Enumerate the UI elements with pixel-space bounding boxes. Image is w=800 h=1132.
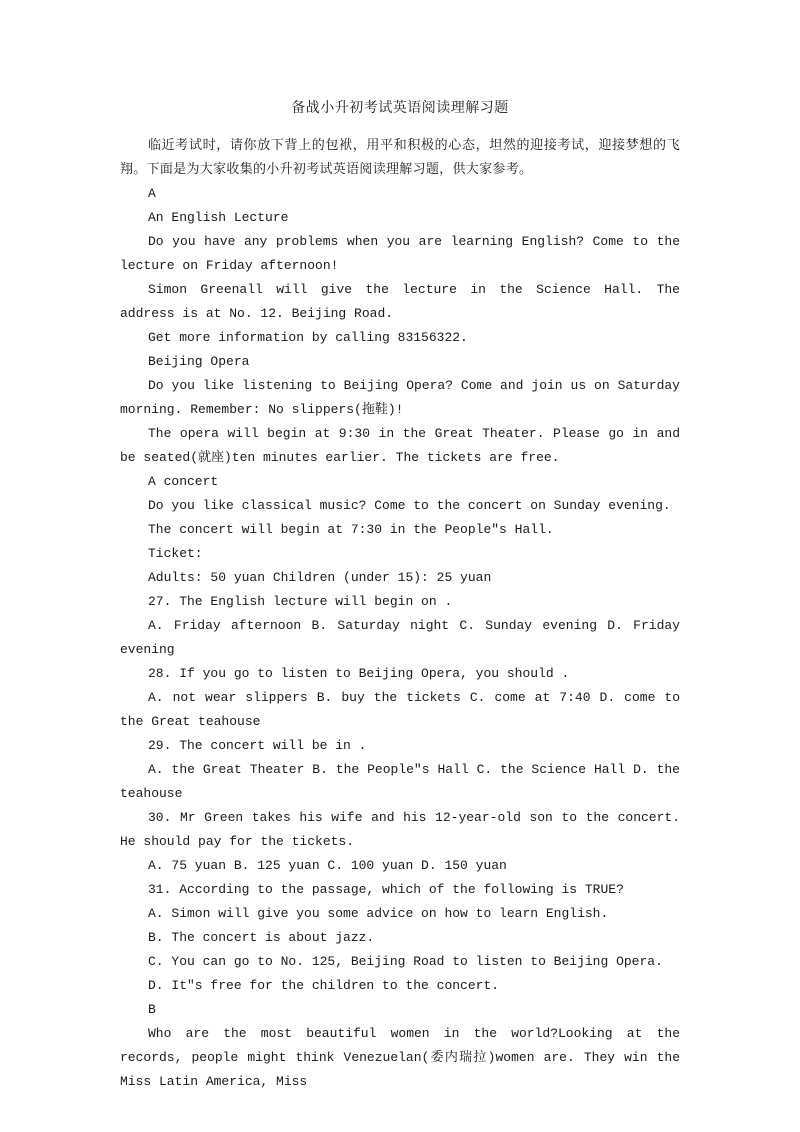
section-b-label: B <box>148 1002 156 1017</box>
option-31b: B. The concert is about jazz. <box>148 930 375 945</box>
document-title: 备战小升初考试英语阅读理解习题 <box>291 100 509 116</box>
paragraph: Ticket: <box>148 546 203 561</box>
document-body <box>120 134 680 1094</box>
notice-heading-lecture: An English Lecture <box>148 210 289 225</box>
paragraph: Do you like listening to Beijing Opera? Come and join us on Saturday morning. Remember: No slippers(拖鞋)! <box>120 378 680 417</box>
paragraph: The opera will begin at 9:30 in the Great Theater. Please go in and be seated(就座)ten minutes earlier. The tickets are free. <box>120 426 680 465</box>
paragraph: The concert will begin at 7:30 in the People"s Hall. <box>148 522 554 537</box>
options-27: A. Friday afternoon B. Saturday night C. Sunday evening D. Friday evening <box>120 618 680 657</box>
paragraph: Adults: 50 yuan Children (under 15): 25 yuan <box>148 570 492 585</box>
section-a-label: A <box>148 186 156 201</box>
question-31: 31. According to the passage, which of the following is TRUE? <box>148 882 624 897</box>
paragraph: Do you have any problems when you are learning English? Come to the lecture on Friday afternoon! <box>120 234 680 273</box>
paragraph: Who are the most beautiful women in the world?Looking at the records, people might think Venezuelan(委内瑞拉)women are. They win the Miss Latin America, Miss <box>120 1026 680 1089</box>
option-31a: A. Simon will give you some advice on how to learn English. <box>148 906 609 921</box>
options-29: A. the Great Theater B. the People"s Hall C. the Science Hall D. the teahouse <box>120 762 680 801</box>
options-28: A. not wear slippers B. buy the tickets C. come at 7:40 D. come to the Great teahouse <box>120 690 680 729</box>
notice-heading-concert: A concert <box>148 474 219 489</box>
paragraph: Simon Greenall will give the lecture in the Science Hall. The address is at No. 12. Beijing Road. <box>120 282 680 321</box>
question-29: 29. The concert will be in . <box>148 738 367 753</box>
options-30: A. 75 yuan B. 125 yuan C. 100 yuan D. 150 yuan <box>148 858 507 873</box>
question-28: 28. If you go to listen to Beijing Opera, you should . <box>148 666 570 681</box>
option-31c: C. You can go to No. 125, Beijing Road to listen to Beijing Opera. <box>148 954 663 969</box>
paragraph: Get more information by calling 83156322. <box>148 330 468 345</box>
question-27: 27. The English lecture will begin on . <box>148 594 453 609</box>
paragraph: Do you like classical music? Come to the concert on Sunday evening. <box>148 498 671 513</box>
option-31d: D. It"s free for the children to the concert. <box>148 978 500 993</box>
notice-heading-opera: Beijing Opera <box>148 354 250 369</box>
intro-paragraph: 临近考试时，请你放下背上的包袱，用平和积极的心态，坦然的迎接考试，迎接梦想的飞翔。下面是为大家收集的小升初考试英语阅读理解习题，供大家参考。 <box>120 138 680 177</box>
question-30: 30. Mr Green takes his wife and his 12-year-old son to the concert. He should pay for the tickets. <box>120 810 680 849</box>
